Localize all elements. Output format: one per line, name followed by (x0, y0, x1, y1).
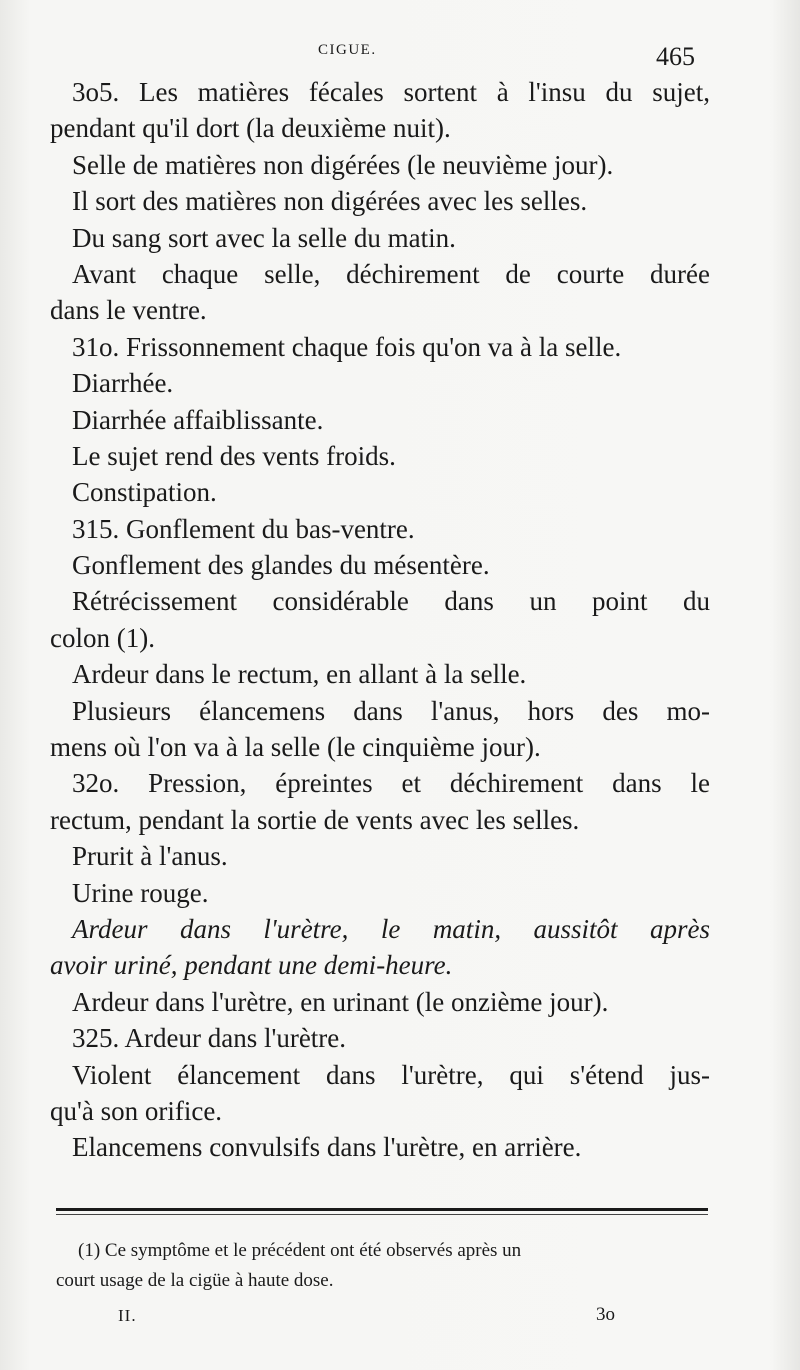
text-line: 315. Gonflement du bas-ventre. (72, 513, 415, 544)
footnote-line: (1) Ce symptôme et le précédent ont été observés après un (78, 1240, 522, 1261)
text-line: 32o. Pression, épreintes et déchirement dans le (72, 768, 710, 799)
text-line: dans le ventre. (50, 295, 207, 326)
text-line: 325. Ardeur dans l'urètre. (72, 1023, 347, 1054)
footnote-rule-thin (56, 1214, 708, 1215)
text-line: Ardeur dans l'urètre, en urinant (le onzième jour). (72, 986, 609, 1017)
text-line: qu'à son orifice. (50, 1095, 223, 1126)
page-number: 465 (656, 42, 695, 71)
text-line: mens où l'on va à la selle (le cinquième jour). (50, 732, 541, 763)
text-line: Prurit à l'anus. (72, 841, 228, 872)
text-line: Le sujet rend des vents froids. (72, 440, 396, 471)
running-title: CIGUE. (318, 42, 377, 58)
text-line: Avant chaque selle, déchirement de courte durée (72, 258, 710, 289)
text-line: Du sang sort avec la selle du matin. (72, 222, 456, 253)
folio-number: 3o (596, 1304, 615, 1325)
text-line: Constipation. (72, 477, 217, 508)
text-line: Diarrhée. (72, 368, 174, 399)
text-line: Violent élancement dans l'urètre, qui s'étend jus- (72, 1059, 710, 1090)
text-line: 3o5. Les matières fécales sortent à l'insu du sujet, (72, 77, 710, 107)
body-text (50, 74, 710, 1166)
text-line: Rétrécissement considérable dans un point du (72, 586, 710, 617)
text-line: Gonflement des glandes du mésentère. (72, 550, 490, 581)
text-line: pendant qu'il dort (la deuxième nuit). (50, 113, 451, 144)
text-line: Il sort des matières non digérées avec les selles. (72, 186, 588, 217)
footnote-rule (56, 1208, 708, 1211)
text-line: 31o. Frissonnement chaque fois qu'on va à la selle. (72, 331, 622, 362)
text-line: Urine rouge. (72, 877, 209, 908)
text-line: rectum, pendant la sortie de vents avec les selles. (50, 804, 580, 835)
footnote (56, 1236, 708, 1296)
text-line: Diarrhée affaiblissante. (72, 404, 324, 435)
text-line: Plusieurs élancemens dans l'anus, hors des mo- (72, 695, 710, 726)
text-line: colon (1). (50, 622, 155, 653)
footnote-line: court usage de la cigüe à haute dose. (56, 1270, 334, 1291)
text-line: Ardeur dans l'urètre, le matin, aussitôt après (72, 913, 710, 944)
text-line: Elancemens convulsifs dans l'urètre, en arrière. (72, 1132, 582, 1163)
text-line: avoir uriné, pendant une demi-heure. (50, 950, 453, 981)
text-line: Selle de matières non digérées (le neuvième jour). (72, 149, 614, 180)
text-line: Ardeur dans le rectum, en allant à la selle. (72, 659, 527, 690)
signature-mark: II. (118, 1306, 137, 1325)
